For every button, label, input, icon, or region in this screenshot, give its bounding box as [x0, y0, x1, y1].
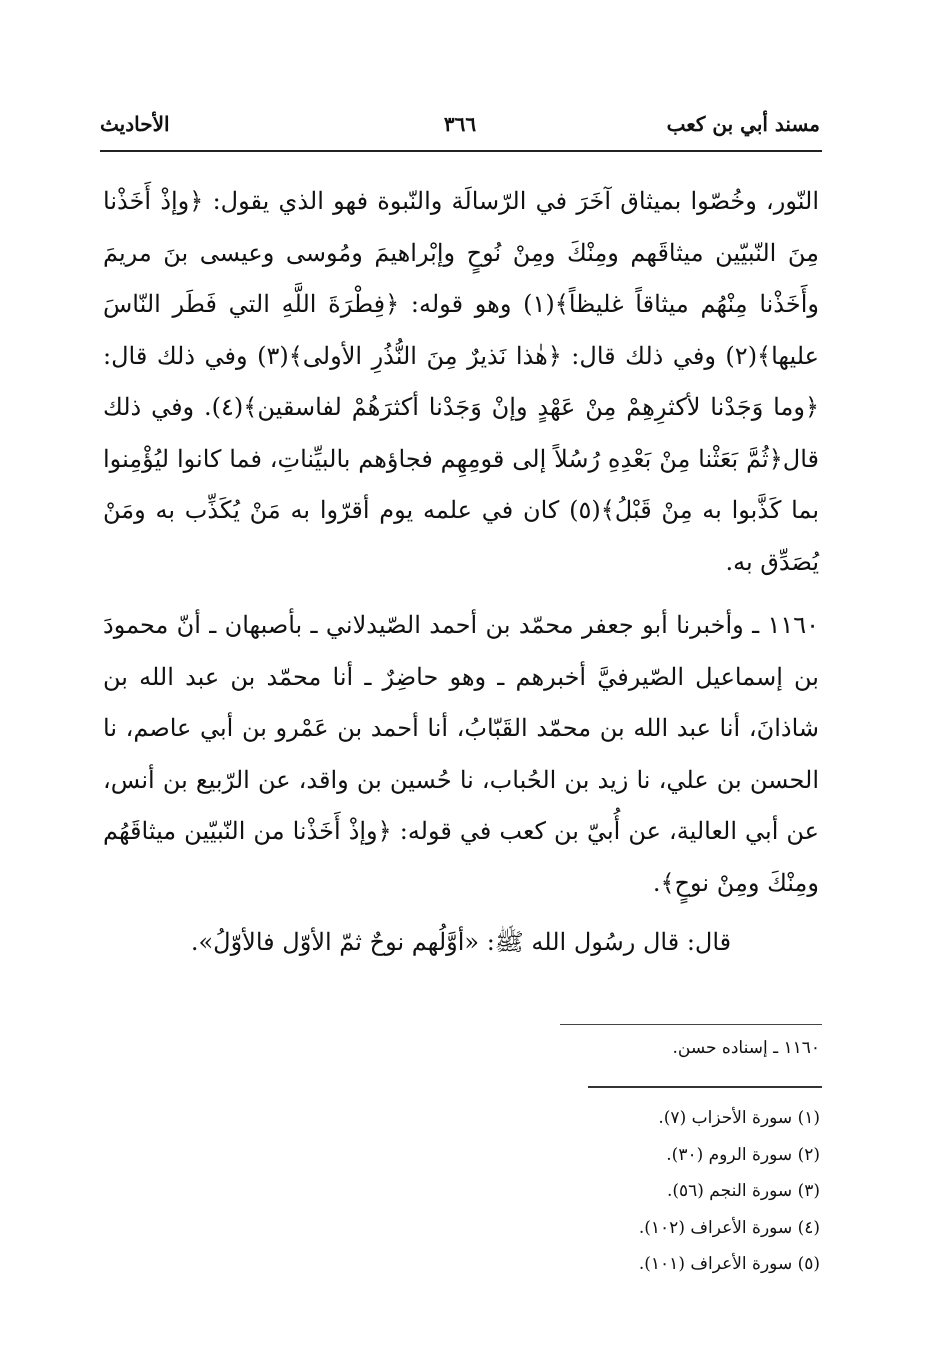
footnote-list — [639, 1100, 820, 1283]
header-divider — [100, 150, 822, 152]
footnote-4: (٤) سورة الأعراف (١٠٢). — [638, 1217, 820, 1238]
running-header — [100, 112, 820, 146]
paragraph-prophet-saying: قال: قال رسُول الله ﷺ: «أوَّلُهم نوحٌ ثمّ الأوّل فالأوّلُ». — [190, 928, 732, 956]
footnote-3: (٣) سورة النجم (٥٦). — [666, 1181, 820, 1201]
footnote-2: (٢) سورة الروم (٣٠). — [666, 1144, 820, 1165]
footnote-5: (٥) سورة الأعراف (١٠١). — [638, 1254, 820, 1274]
footnote-divider-top — [560, 1024, 822, 1025]
paragraph-hadith-1160: ١١٦٠ ـ وأخبرنا أبو جعفر محمّد بن أحمد الصّيدلاني ـ بأصبهان ـ أنّ محمودَ بن إسماعيل الصّيرفيَّ أخبرهم ـ وهو حاضِرٌ ـ أنا محمّد بن عبد الله بن شاذانَ، أنا عبد الله بن محمّد القَبّابُ، أنا أحمد بن عَمْرو بن أبي عاصم، نا الحسن بن علي، نا زيد بن الحُباب، نا حُسين بن واقد، عن الرّبيع بن أنس، عن أبي العالية، عن أُبيّ بن كعب في قوله: ﴿وإذْ أَخَذْنا من النّبيّين ميثاقَهُم ومِنْكَ ومِنْ نوحٍ﴾. — [103, 611, 819, 897]
section-title: الأحاديث — [100, 112, 170, 136]
paragraph-commentary: النّور، وخُصّوا بميثاق آخَرَ في الرّسالَة والنّبوة فهو الذي يقول: ﴿وإذْ أَخَذْنا مِنَ النّبيّين ميثاقَهم ومِنْكَ ومِنْ نُوحٍ وإبْراهيمَ ومُوسى وعيسى بنَ مريمَ وأَخَذْنا مِنْهُم ميثاقاً غليظاً﴾(١) وهو قوله: ﴿فِطْرَةَ اللَّهِ التي فَطَر النّاسَ عليها﴾(٢) وفي ذلك قال: ﴿هٰذا نَذيرٌ مِنَ النُّذُرِ الأولى﴾(٣) وفي ذلك قال: ﴿وما وَجَدْنا لأكثرِهِمْ مِنْ عَهْدٍ وإنْ وَجَدْنا أكثرَهُمْ لفاسقين﴾(٤). وفي ذلك قال﴿ثُمَّ بَعَثْنا مِنْ بَعْدِهِ رُسُلاً إلى قومِهِم فجاؤهم بالبيِّناتِ، فما كانوا ليُؤْمِنوا بما كَذَّبوا به مِنْ قَبْلُ﴾(٥) كان في علمه يوم أقرّوا به مَنْ يُكَذِّب به ومَنْ يُصَدِّق به. — [103, 187, 820, 576]
main-text — [103, 176, 819, 969]
hadith-grading-note: ١١٦٠ ـ إسناده حسن. — [672, 1038, 820, 1058]
footnote-1: (١) سورة الأحزاب (٧). — [658, 1108, 820, 1128]
page-number: ٣٦٦ — [443, 112, 477, 136]
book-title: مسند أبي بن كعب — [666, 112, 820, 136]
footnote-divider-bottom — [588, 1086, 822, 1088]
